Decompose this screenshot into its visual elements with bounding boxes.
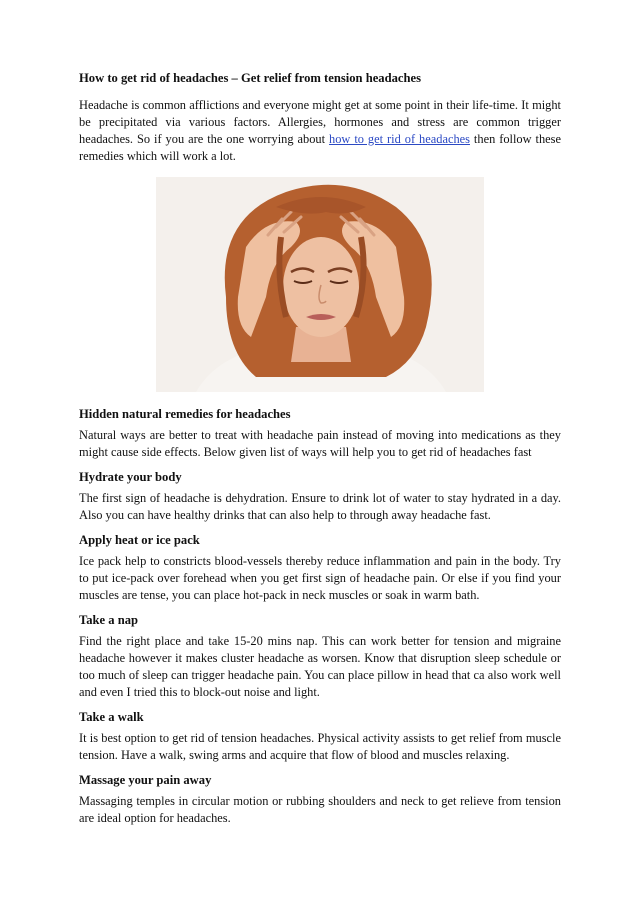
section-nap (79, 612, 561, 701)
section-hidden-remedies (79, 406, 561, 461)
woman-headache-photo (156, 177, 484, 392)
section-body: Massaging temples in circular motion or rubbing shoulders and neck to get relieve from tension are ideal option for headaches. (79, 794, 561, 825)
section-heading: Apply heat or ice pack (79, 533, 200, 547)
section-body: The first sign of headache is dehydration. Ensure to drink lot of water to stay hydrated in a day. Also you can have healthy drinks that can also help to through away headache fast. (79, 491, 561, 522)
article (79, 70, 561, 835)
section-body: It is best option to get rid of tension headaches. Physical activity assists to get relief from muscle tension. Have a walk, swing arms and acquire that flow of blood and muscles relaxing. (79, 731, 561, 762)
section-heading: Hidden natural remedies for headaches (79, 407, 291, 421)
section-hydrate (79, 469, 561, 524)
section-massage (79, 772, 561, 827)
article-title: How to get rid of headaches – Get relief from tension headaches (79, 71, 421, 85)
section-walk (79, 709, 561, 764)
section-heading: Massage your pain away (79, 773, 212, 787)
section-body: Ice pack help to constricts blood-vessels thereby reduce inflammation and pain in the body. Try to put ice-pack over forehead when you get first sign of headache pain. Or else if you find your muscles are tense, you can place hot-pack in neck muscles or soak in warm bath. (79, 554, 561, 602)
section-heading: Take a walk (79, 710, 144, 724)
intro-paragraph (79, 97, 561, 165)
section-body: Natural ways are better to treat with headache pain instead of moving into medications as they might cause side effects. Below given list of ways will help you to get rid of headaches fast (79, 428, 561, 459)
section-body: Find the right place and take 15-20 mins nap. This can work better for tension and migraine headache however it makes cluster headache as worsen. Know that disruption sleep schedule or too much of sleep can trigger headache pain. You can place pillow in head that ca also work well and even I tried this to block-out noise and light. (79, 634, 561, 699)
intro-text-before: Headache is common afflictions and everyone might get at some point in their life-time. It might be precipitated via various factors. Allergies, hormones and stress are common trigger headaches. So if you are the one worrying about (79, 98, 561, 146)
section-heat-ice (79, 532, 561, 604)
section-heading: Take a nap (79, 613, 139, 627)
section-heading: Hydrate your body (79, 470, 182, 484)
intro-text-after: then follow these remedies which will work a lot. (79, 132, 562, 163)
headache-link[interactable]: how to get rid of headaches (329, 132, 470, 146)
